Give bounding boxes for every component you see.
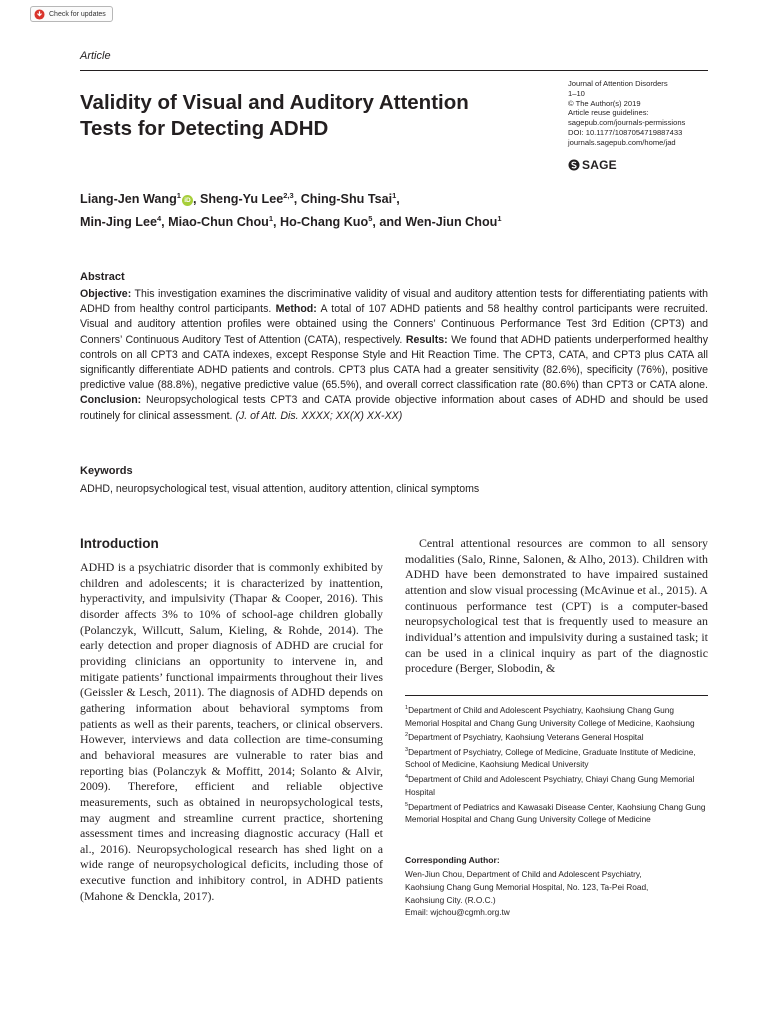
author-separator: ,	[273, 215, 281, 230]
check-for-updates-button[interactable]	[30, 6, 113, 22]
author-separator: ,	[293, 192, 301, 207]
author-separator: ,	[396, 192, 400, 207]
author-separator: ,	[161, 215, 169, 230]
abstract-conclusion-label: Conclusion:	[80, 394, 142, 407]
abstract-results-label: Results:	[405, 333, 448, 346]
affiliation-number: 4	[405, 774, 409, 781]
abstract-citation: (J. of Att. Dis. XXXX; XX(X) XX-XX)	[235, 409, 403, 422]
check-for-updates-icon	[34, 9, 45, 20]
corresponding-author-line: Wen-Jiun Chou, Department of Child and Adolescent Psychiatry,	[405, 869, 642, 879]
corresponding-author-line: Kaohsiung Chang Gung Memorial Hospital, No. 123, Ta-Pei Road,	[405, 881, 649, 892]
author-name: Min-Jing Lee	[80, 215, 157, 230]
author-affiliation-mark: 1	[392, 191, 397, 200]
author-affiliation-mark: 1	[176, 191, 181, 200]
journal-copyright: © The Author(s) 2019	[568, 98, 641, 108]
affiliation-text: Department of Psychiatry, Kaohsiung Veterans General Hospital	[408, 732, 644, 743]
affiliation-divider	[405, 695, 708, 696]
abstract-method-label: Method:	[275, 303, 317, 316]
author-separator: ,	[192, 192, 200, 207]
abstract-objective-label: Objective:	[80, 288, 132, 300]
affiliation-text: Department of Child and Adolescent Psychiatry, Kaohsiung Chang Gung Memorial Hospital and Chang Gung University College of Medicine, Kaohsiung	[405, 704, 695, 728]
introduction-paragraph: ADHD is a psychiatric disorder that is commonly exhibited by children and adolescents; it is characterized by inattention, hyperactivity, and impulsivity (Thapar & Cooper, 2016). This disorder affects 3% to 10% of school-age children globally (Polanczyk, Willcutt, Salum, Kieling, & Rohde, 2014). The early detection and proper diagnosis of ADHD are crucial for providing clinicians an opportunity to intervene in, and mitigate patients’ functional impairments throughout their lives (Geissler & Lesch, 2011). The diagnosis of ADHD depends on gathering information about behavioral symptoms from patients as well as their parents, teachers, or clinical observers. However, interviews and data collection are time-consuming and behavioral measures are vulnerable to rater bias and reporting bias (Polanczyk & Moffitt, 2014; Solanto & Alvir, 2009). Therefore, efficient and reliable objective measurements, such as obtained in neuropsychological tests, may augment and streamline current practice, shortening assessment times and increasing diagnostic accuracy (Hall et al., 2016). Neuropsychological research has shed light on a wide range of neuropsychological deficits, including those of executive function and inhibitory control, in ADHD patients (Mahone & Denckla, 2017).	[80, 560, 383, 903]
title-line: Tests for Detecting ADHD	[80, 117, 329, 140]
sage-logo-icon	[568, 159, 580, 171]
paper-title	[80, 90, 550, 142]
title-line: Validity of Visual and Auditory Attention	[80, 91, 469, 114]
sage-logo	[568, 158, 617, 172]
journal-reuse-label: Article reuse guidelines:	[568, 108, 649, 118]
author-separator: , and	[372, 215, 406, 230]
journal-info	[568, 79, 728, 148]
introduction-paragraph-2: Central attentional resources are common to all sensory modalities (Salo, Rinne, Salonen, & Alho, 2013). Children with ADHD have been demonstrated to have impaired sustained attention and slow visual processing (McAvinue et al., 2015). A continuous performance test (CPT) is a computer-based neuropsychological test that is frequently used to measure an individual’s attention and impulsivity during a sustained task; it can be used in a clinical inquiry as part of the diagnostic procedure (Berger, Slobodin, &	[405, 536, 708, 676]
author-affiliation-mark: 4	[156, 214, 162, 224]
author-affiliation-mark: 2,3	[283, 191, 294, 200]
keywords-list: ADHD, neuropsychological test, visual attention, auditory attention, clinical symptoms	[80, 483, 480, 495]
affiliation-number: 1	[405, 705, 409, 711]
affiliation-number: 2	[405, 732, 409, 739]
header-divider	[80, 70, 708, 71]
abstract-body	[80, 287, 708, 424]
affiliation-item	[405, 744, 708, 771]
abstract-results: We found that ADHD patients underperformed healthy controls on all CPT3 and CATA indexes, except Response Style and Hit Reaction Time. The CPT3, CATA, and CPT3 plus CATA all significantly differentiate ADHD patients and controls. CPT3 plus CATA had a greater sensitivity (82.6%), specificity (76%), positive predictive value (88.8%), negative predictive value (65.5%), and overall correct classification rate (80.6%) than CPT3 or CATA alone.	[80, 333, 708, 392]
author-name: Liang-Jen Wang	[80, 192, 177, 207]
author-affiliation-mark: 5	[368, 214, 373, 224]
author-name: Sheng-Yu Lee	[199, 192, 284, 207]
abstract-method: A total of 107 ADHD patients and 58 healthy control participants were recruited. Visual and auditory attention profiles were obtained using the Conners’ Continuous Performance Test 3rd Edition (CPT3) and Conners’ Continuous Auditory Test of Attention (CATA), respectively.	[80, 303, 708, 346]
author-list	[80, 186, 700, 232]
article-type-label: Article	[80, 50, 111, 62]
affiliation-list	[405, 702, 708, 826]
author-affiliation-mark: 1	[268, 214, 274, 224]
corresponding-author-line: Kaohsiung City. (R.O.C.)	[405, 894, 496, 905]
affiliation-item	[405, 702, 708, 729]
affiliation-text: Department of Pediatrics and Kawasaki Disease Center, Kaohsiung Chang Gung Memorial Hospital and Chang Gung University College of Medicine	[405, 801, 706, 825]
affiliation-item	[405, 799, 708, 826]
affiliation-text: Department of Child and Adolescent Psychiatry, Chiayi Chang Gung Memorial Hospital	[405, 774, 695, 797]
author-name: Ho-Chang Kuo	[280, 215, 369, 230]
journal-name: Journal of Attention Disorders	[568, 79, 668, 88]
affiliation-number: 3	[405, 746, 409, 753]
author-name: Ching-Shu Tsai	[300, 192, 393, 207]
affiliation-number: 5	[405, 801, 409, 808]
author-name: Miao-Chun Chou	[168, 215, 269, 230]
journal-pages: 1–10	[568, 88, 585, 98]
corresponding-author-details	[405, 868, 708, 919]
author-affiliation-mark: 1	[497, 214, 502, 224]
orcid-icon[interactable]: iD	[182, 195, 193, 206]
journal-permissions-link[interactable]: sagepub.com/journals-permissions	[568, 118, 686, 128]
author-name: Wen-Jiun Chou	[405, 215, 498, 230]
check-for-updates-label: Check for updates	[49, 10, 106, 18]
affiliation-text: Department of Psychiatry, College of Medicine, Graduate Institute of Medicine, School of Medicine, Kaohsiung Medical University	[405, 746, 696, 770]
introduction-heading: Introduction	[80, 536, 159, 551]
affiliation-item	[405, 771, 708, 798]
affiliation-item	[405, 729, 708, 744]
publisher-name: SAGE	[582, 158, 617, 172]
abstract-heading: Abstract	[80, 271, 125, 283]
abstract-objective: This investigation examines the discriminative validity of visual and auditory attention tests for differentiating patients with ADHD from healthy control participants.	[80, 288, 708, 316]
journal-doi[interactable]: DOI: 10.1177/1087054719887433	[568, 127, 683, 137]
journal-home-link[interactable]: journals.sagepub.com/home/jad	[568, 137, 676, 147]
corresponding-author-heading: Corresponding Author:	[405, 855, 500, 865]
corresponding-author-email[interactable]: Email: wjchou@cgmh.org.tw	[405, 907, 510, 918]
abstract-conclusion: Neuropsychological tests CPT3 and CATA provide objective information about cases of ADHD and should be used routinely for clinical assessment.	[80, 394, 708, 422]
keywords-heading: Keywords	[80, 465, 133, 477]
